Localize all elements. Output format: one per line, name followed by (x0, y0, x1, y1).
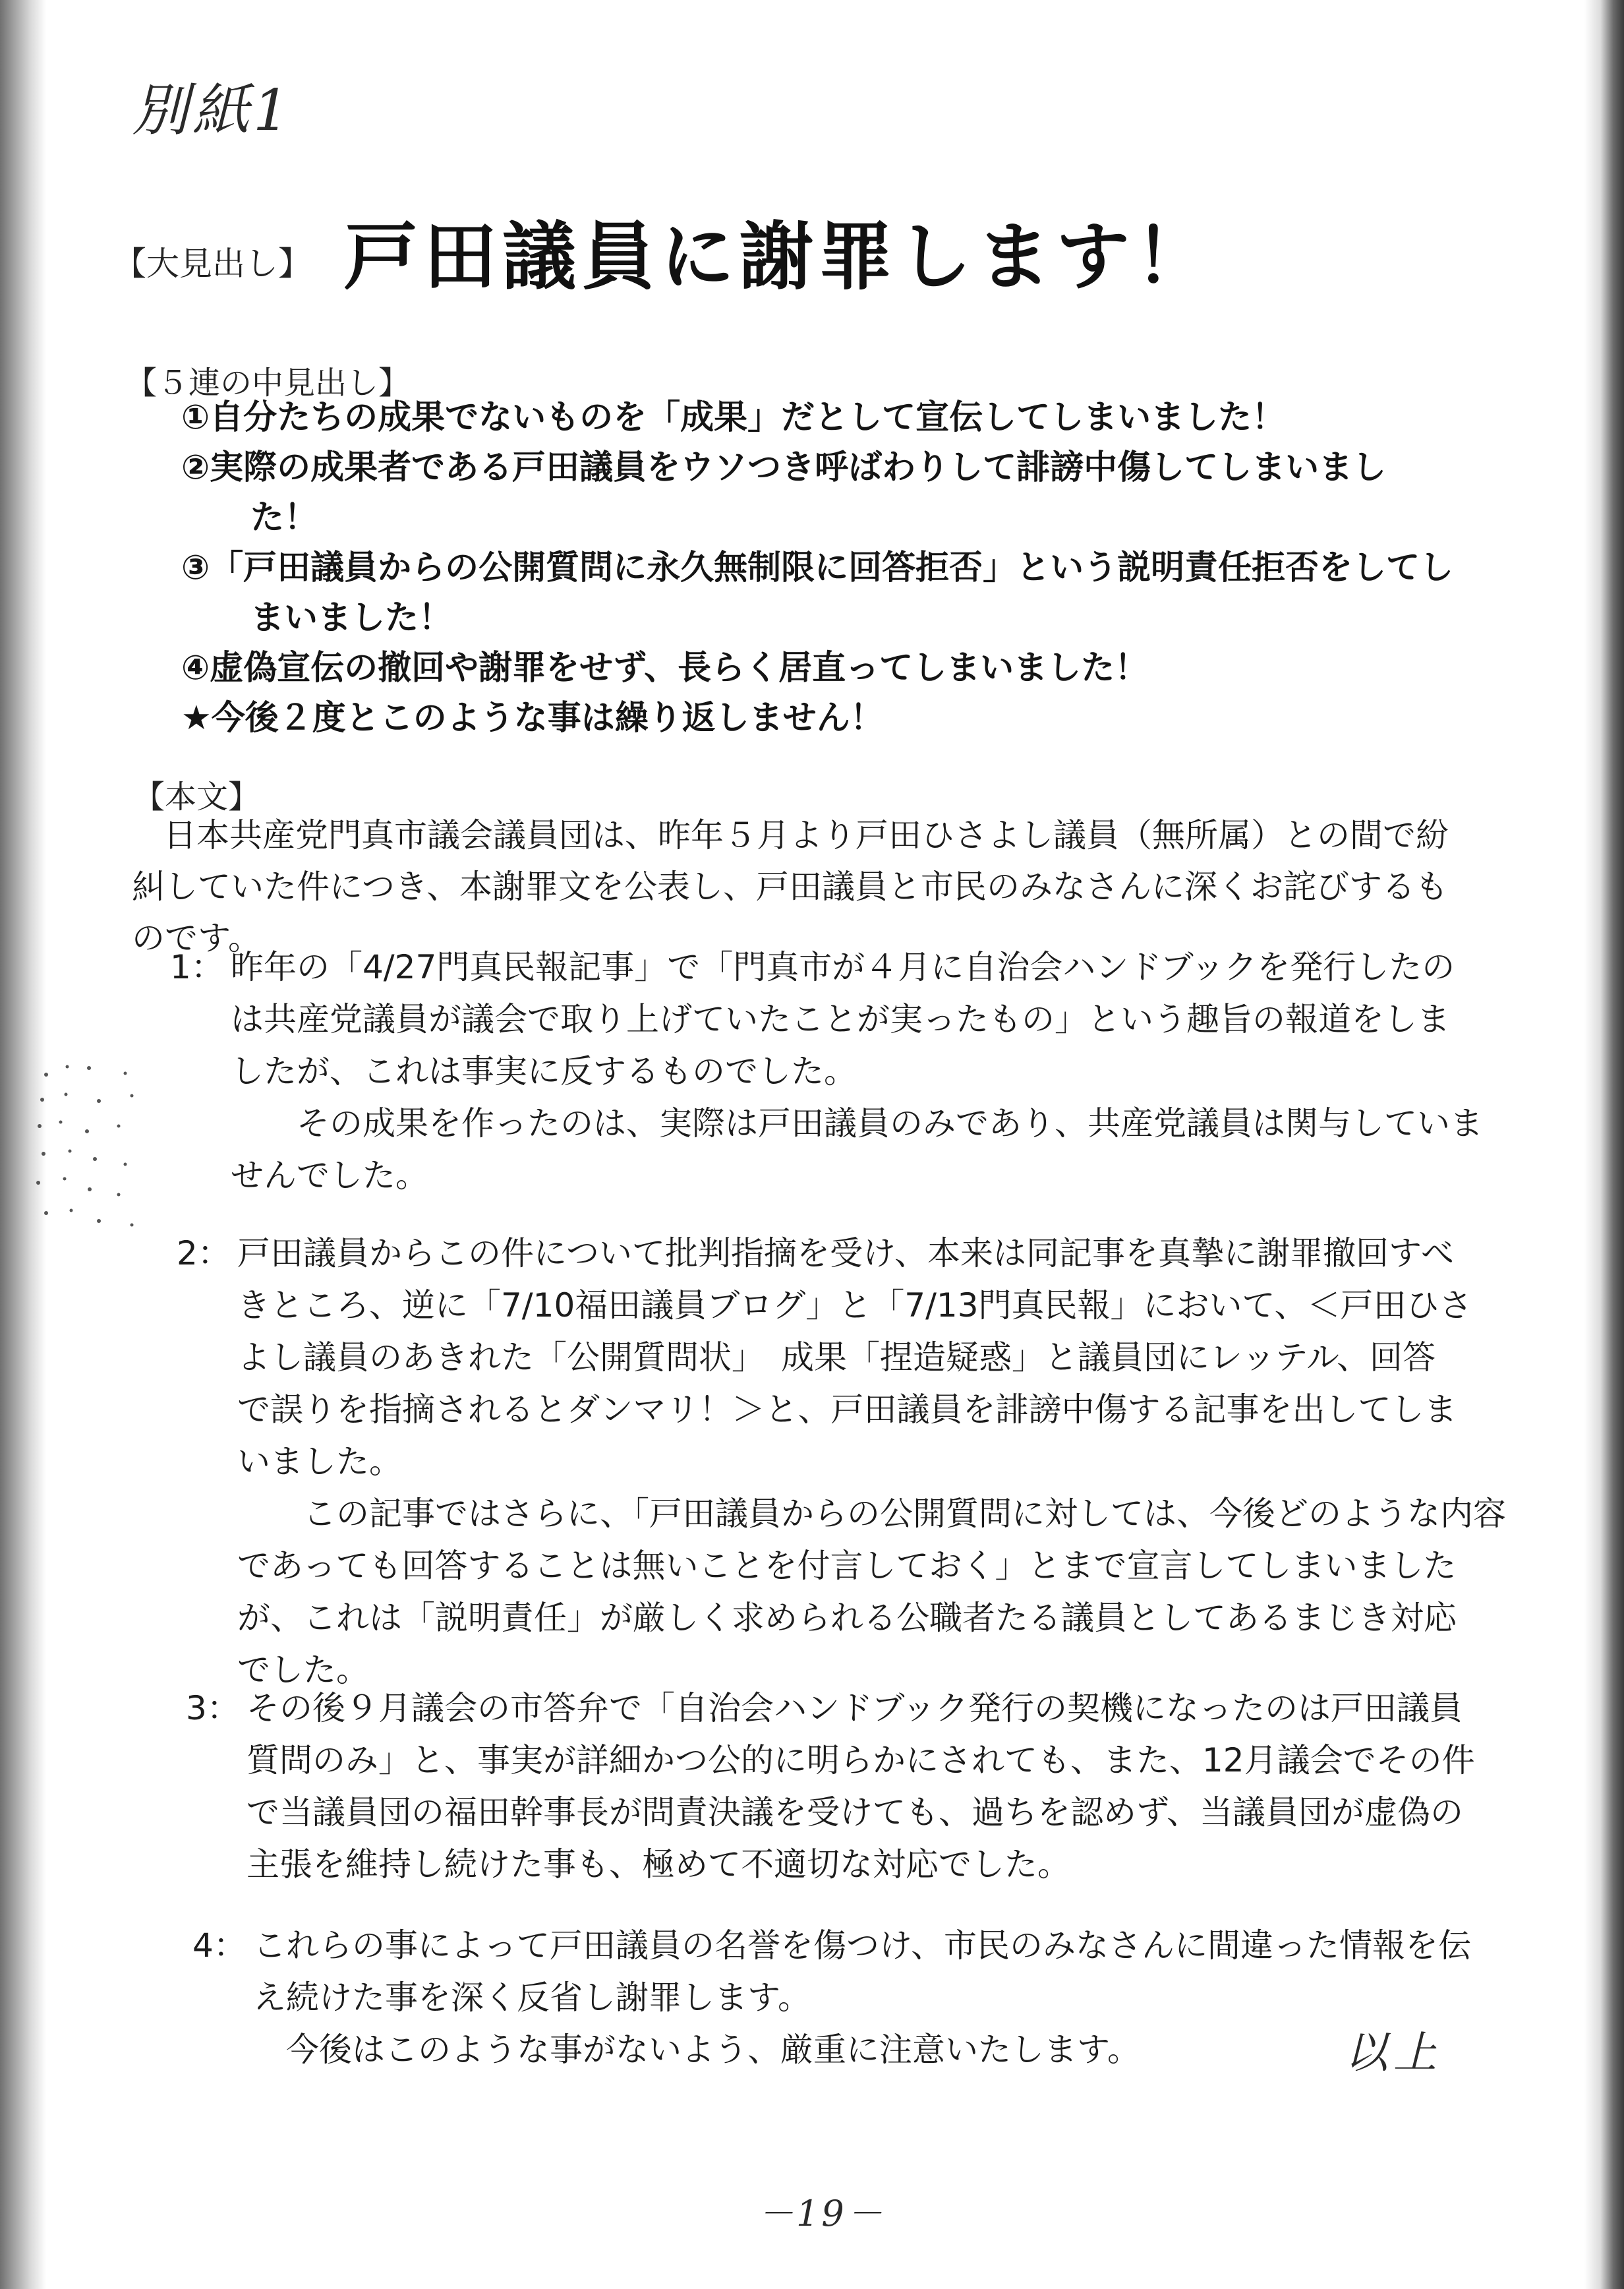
item-line: 戸田議員からこの件について批判指摘を受け、本来は同記事を真摯に謝罪撤回すべ (237, 1234, 1454, 1272)
intro-line: 糾していた件につき、本謝罪文を公表し、戸田議員と市民のみなさんに深くお詫びするも (132, 868, 1448, 906)
item-line: その後９月議会の市答弁で「自治会ハンドブック発行の契機になったのは戸田議員 (246, 1689, 1463, 1727)
subhead-line: ③「戸田議員からの公開質問に永久無制限に回答拒否」という説明責任拒否をしてし (181, 549, 1454, 587)
subhead-4 (181, 643, 1499, 694)
subhead-line: ①自分たちの成果でないものを「成果」だとして宣伝してしまいました！ (181, 398, 1286, 437)
subheads-list (181, 393, 1499, 744)
headline-row (113, 185, 1497, 300)
item-number: 3： (186, 1689, 240, 1727)
subhead-2 (181, 443, 1499, 543)
item-line: で誤りを指摘されるとダンマリ！＞と、戸田議員を誹謗中傷する記事を出してしま (237, 1390, 1457, 1429)
subhead-line: まいました！ (250, 599, 453, 638)
annex-label: 別紙1 (132, 78, 293, 144)
subhead-line: ②実際の成果者である戸田議員をウソつき呼ばわりして誹謗中傷してしまいまし (181, 448, 1387, 487)
intro-line: のです。 (132, 919, 261, 957)
subhead-5 (181, 694, 1499, 744)
page-number: －19－ (758, 2193, 885, 2234)
subheads-tag: 【５連の中見出し】 (125, 365, 411, 401)
scan-punch-dots (26, 1048, 158, 1246)
body-intro (132, 810, 1476, 964)
item-line: 昨年の「4/27門真民報記事」で「門真市が４月に自治会ハンドブックを発行したの (231, 948, 1455, 986)
item-line: が、これは「説明責任」が厳しく求められる公職者たる議員としてあるまじき対応 (237, 1599, 1457, 1637)
headline-tag: 【大見出し】 (113, 245, 311, 283)
item-text (246, 1682, 1475, 1891)
item-line: 主張を維持し続けた事も、極めて不適切な対応でした。 (246, 1845, 1070, 1884)
item-line: は共産党議員が議会で取り上げていたことが実ったもの」という趣旨の報道をしま (231, 1000, 1450, 1038)
item-line: きところ、逆に「7/10福田議員ブログ」と「7/13門真民報」において、＜戸田ひさ (237, 1286, 1472, 1324)
subhead-3 (181, 543, 1499, 643)
item-line: せんでした。 (231, 1156, 428, 1195)
subhead-line: ④虚偽宣伝の撤回や謝罪をせず、長らく居直ってしまいました！ (181, 649, 1149, 688)
item-line: その成果を作ったのは、実際は戸田議員のみであり、共産党議員は関与していま (297, 1104, 1483, 1143)
item-line: でした。 (237, 1651, 369, 1689)
item-number: 2： (177, 1234, 231, 1272)
item-line: これらの事によって戸田議員の名誉を傷つけ、市民のみなさんに間違った情報を伝 (253, 1926, 1471, 1965)
body-tag: 【本文】 (133, 779, 260, 816)
item-line: よし議員のあきれた「公開質問状」 成果「捏造疑惑」と議員団にレッテル、回答 (237, 1338, 1436, 1377)
subhead-line: ★今後２度とこのような事は繰り返しません！ (181, 699, 884, 738)
scan-edge-right (1584, 0, 1624, 2289)
item-number: 4： (192, 1926, 246, 1965)
item-line: 今後はこのような事がないよう、厳重に注意いたします。 (286, 2031, 1140, 2069)
item-text (231, 941, 1483, 1202)
item-line: 質問のみ」と、事実が詳細かつ公的に明らかにされても、また、12月議会でその件 (246, 1741, 1475, 1779)
item-line: で当議員団の福田幹事長が問責決議を受けても、過ちを認めず、当議員団が虚偽の (246, 1793, 1463, 1831)
subhead-1 (181, 393, 1499, 443)
headline: 戸田議員に謝罪します！ (344, 214, 1214, 300)
item-line: この記事ではさらに、「戸田議員からの公開質問に対しては、今後どのような内容 (303, 1495, 1506, 1533)
item-line: え続けた事を深く反省し謝罪します。 (253, 1978, 811, 2017)
subhead-line: た！ (250, 498, 318, 537)
item-number: 1： (170, 948, 224, 986)
item-text (253, 1920, 1471, 2076)
item-line: であっても回答することは無いことを付言しておく」とまで宣言してしまいました (237, 1547, 1457, 1585)
closing-mark: 以上 (1345, 2027, 1442, 2078)
item-line: したが、これは事実に反するものでした。 (231, 1052, 857, 1090)
item-line: いました。 (237, 1442, 402, 1481)
intro-line: 日本共産党門真市議会議員団は、昨年５月より戸田ひさよし議員（無所属）との間で紛 (163, 816, 1449, 854)
item-text (237, 1228, 1506, 1696)
